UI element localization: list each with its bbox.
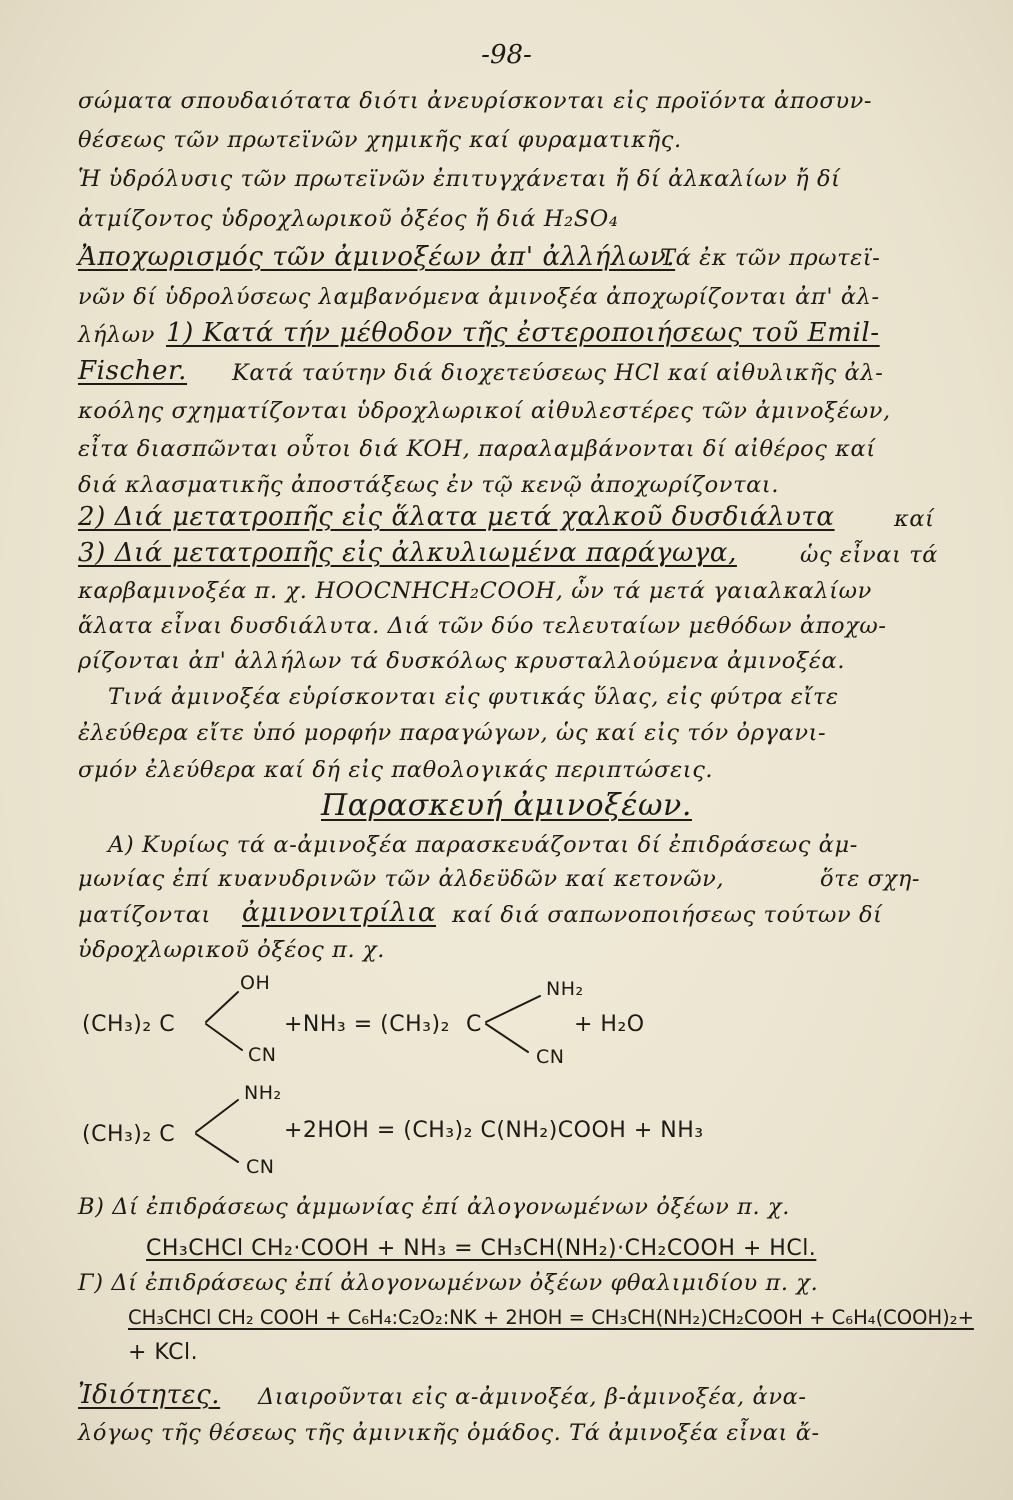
- text-line-22c: καί διά σαπωνοποιήσεως τούτων δί: [452, 902, 883, 928]
- eq1-mid: +NH₃ = (CH₃)₂: [284, 1012, 450, 1037]
- text-line-23: ὑδροχλωρικοῦ ὀξέος π. χ.: [78, 937, 386, 963]
- eq2-nh2: NH₂: [244, 1082, 282, 1104]
- text-line-6: νῶν δί ὑδρολύσεως λαμβανόμενα ἀμινοξέα ἀποχωρίζονται ἀπ' ἀλ-: [78, 284, 880, 310]
- method-3-heading: 3) Διά μετατροπῆς εἰς ἀλκυλιωμένα παράγωγα,: [78, 538, 737, 568]
- text-line-21b: ὅτε σχη-: [820, 866, 921, 892]
- text-line-15: ἅλατα εἶναι δυσδιάλυτα. Διά τῶν δύο τελευταίων μεθόδων ἀποχω-: [78, 613, 887, 639]
- text-line-18: ἐλεύθερα εἴτε ὑπό μορφήν παραγώγων, ὡς καί εἰς τόν ὀργανι-: [78, 720, 827, 746]
- text-line-11: διά κλασματικῆς ἀποστάξεως ἐν τῷ κενῷ ἀποχωρίζονται.: [78, 472, 780, 498]
- text-line-7a: λήλων: [78, 322, 156, 348]
- eq1-c: C: [466, 1012, 482, 1037]
- text-line-5b: Τά ἐκ τῶν πρωτεϊ-: [660, 245, 881, 271]
- eq2-right: +2HOH = (CH₃)₂ C(NH₂)COOH + NH₃: [284, 1118, 704, 1143]
- text-line-27: λόγως τῆς θέσεως τῆς ἀμινικῆς ὁμάδος. Τά ἀμινοξέα εἶναι ἄ-: [78, 1420, 820, 1446]
- text-line-24: B) Δί ἐπιδράσεως ἀμμωνίας ἐπί ἀλογονωμένων ὀξέων π. χ.: [78, 1194, 790, 1220]
- eq1-cn2: CN: [536, 1046, 565, 1068]
- text-line-19: σμόν ἐλεύθερα καί δή εἰς παθολογικάς περιπτώσεις.: [78, 757, 714, 783]
- text-line-13b: ὡς εἶναι τά: [800, 542, 939, 568]
- text-line-1: σώματα σπουδαιότατα διότι ἀνευρίσκονται εἰς προϊόντα ἀποσυν-: [78, 88, 873, 114]
- eq1-oh: OH: [240, 972, 271, 994]
- text-line-2: θέσεως τῶν πρωτεϊνῶν χημικῆς καί φυραματικῆς.: [78, 127, 682, 153]
- text-line-25: Γ) Δί ἐπιδράσεως ἐπί ἀλογονωμένων ὀξέων φθαλιμιδίου π. χ.: [78, 1270, 819, 1296]
- text-line-16: ρίζονται ἀπ' ἀλλήλων τά δυσκόλως κρυσταλλούμενα ἀμινοξέα.: [78, 648, 846, 674]
- text-line-12b: καί: [894, 506, 935, 532]
- text-line-26b: Διαιροῦνται εἰς α-ἀμινοξέα, β-ἀμινοξέα, ἀνα-: [258, 1384, 807, 1410]
- text-line-8b: Κατά ταύτην διά διοχετεύσεως HCl καί αἰθυλικῆς ἀλ-: [232, 360, 884, 386]
- text-line-14: καρβαμινοξέα π. χ. HOOCNHCH₂COOH, ὧν τά μετά γαιαλκαλίων: [78, 578, 872, 604]
- method-1-heading: 1) Κατά τήν μέθοδον τῆς ἐστεροποιήσεως τοῦ Emil-: [166, 318, 880, 348]
- eq1-nh2: NH₂: [546, 978, 584, 1000]
- method-2-heading: 2) Διά μετατροπῆς εἰς ἅλατα μετά χαλκοῦ δυσδιάλυτα: [78, 502, 835, 532]
- method-1-heading-cont: Fischer.: [78, 356, 188, 386]
- text-line-3: Ἡ ὑδρόλυσις τῶν πρωτεϊνῶν ἐπιτυγχάνεται ἤ δί ἀλκαλίων ἤ δί: [78, 166, 841, 192]
- text-line-20: A) Κυρίως τά α-ἀμινοξέα παρασκευάζονται δί ἐπιδράσεως ἀμ-: [108, 832, 858, 858]
- aminonitrile-term: ἀμινονιτρίλια: [242, 898, 437, 928]
- eq1-cn1: CN: [248, 1044, 277, 1066]
- eq1-left: (CH₃)₂ C: [82, 1012, 176, 1037]
- section-heading-separation: Ἀποχωρισμός τῶν ἀμινοξέων ἀπ' ἀλλήλων.: [78, 242, 676, 272]
- text-line-4: ἀτμίζοντος ὑδροχλωρικοῦ ὀξέος ἤ διά H₂SO₄: [78, 206, 619, 232]
- text-line-22a: ματίζονται: [78, 902, 211, 928]
- text-line-9: κοόλης σχηματίζονται ὑδροχλωρικοί αἰθυλεστέρες τῶν ἀμινοξέων,: [78, 398, 891, 424]
- eq-g-1: CH₃CHCl CH₂ COOH + C₆H₄:C₂O₂:NK + 2HOH = CH₃CH(NH₂)CH₂COOH + C₆H₄(COOH)₂+: [128, 1306, 974, 1329]
- eq2-cn: CN: [246, 1156, 275, 1178]
- section-heading-preparation: Παρασκευή ἀμινοξέων.: [321, 788, 692, 823]
- eq-b: CH₃CHCl CH₂·COOH + NH₃ = CH₃CH(NH₂)·CH₂COOH + HCl.: [146, 1236, 817, 1261]
- eq1-right: + H₂O: [574, 1012, 645, 1037]
- eq2-left: (CH₃)₂ C: [82, 1122, 176, 1147]
- section-heading-properties: Ἰδιότητες.: [78, 1380, 221, 1410]
- text-line-17: Τινά ἀμινοξέα εὑρίσκονται εἰς φυτικάς ὕλας, εἰς φύτρα εἴτε: [108, 684, 839, 710]
- text-line-21a: μωνίας ἐπί κυανυδρινῶν τῶν ἀλδεϋδῶν καί κετονῶν,: [78, 866, 725, 892]
- eq-g-2: + KCl.: [128, 1340, 199, 1365]
- text-line-10: εἶτα διασπῶνται οὗτοι διά KOH, παραλαμβάνονται δί αἰθέρος καί: [78, 436, 876, 462]
- page-number: -98-: [481, 40, 532, 70]
